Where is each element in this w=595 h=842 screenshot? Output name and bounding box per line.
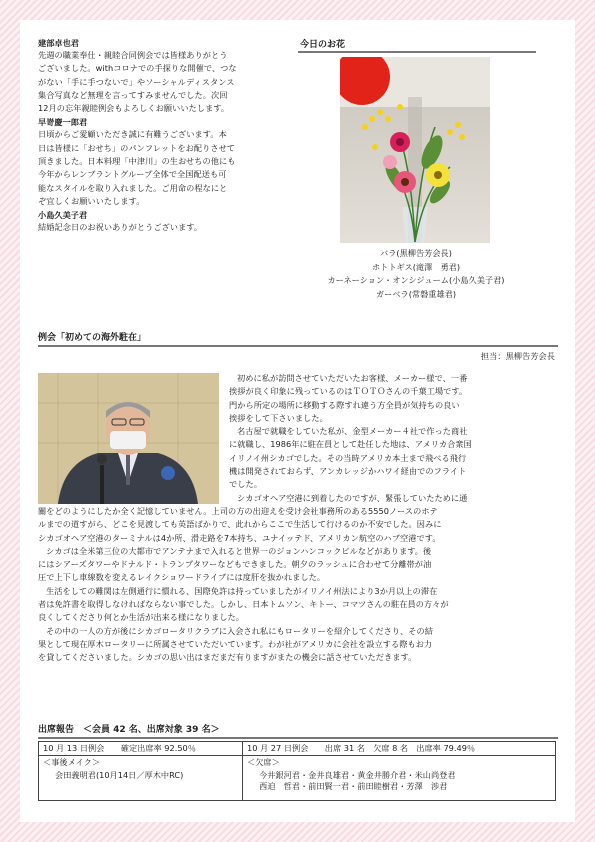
reikai-line: 關をどのようにしたか全く記憶していません。上司の方の出迎えを受け会社事務所のある5550ノースのホテ [38,506,438,516]
speaker-photo [38,373,219,504]
entry-text [38,49,288,115]
entry-line: 集合写真など無理を言ってすみませんでした。次回 [38,89,228,100]
entry-name: 早嵜慶一郎君 [38,117,88,128]
entry-line: ございました。withコロナでの手探りな開催で、つな [38,63,237,74]
reikai-heading: 例会「初めての海外駐在」 [38,333,147,343]
flower-captions [296,247,536,301]
absent-line: 西迫 哲君・前田賢一君・前田睦樹君・芳澤 渉君 [259,781,448,791]
attendance-body-row [39,756,556,801]
reikai-line: 機は開発されておらず、アンカレッジかハワイ経由でのフライト [229,466,467,477]
entry-line: ぞ宜しくお願いいたします。 [38,195,145,206]
entry-name: 建部卓也君 [38,38,79,48]
speaker-image [38,373,219,504]
entry-text [38,128,288,208]
entry-line: 12月の忘年親睦例会もよろしくお願いいたします。 [38,103,230,114]
entry-2 [38,116,288,208]
attendance-heading-rule [38,737,558,739]
entry-line: 日は皆様に「おせち」のパンフレットをお配りさせて [38,142,236,153]
attendance-header-row [39,742,556,756]
attendance-table [38,741,556,801]
flowers-heading-rule [298,51,536,53]
reikai-line: に就職し、1986年に駐在員として赴任した地は、アメリカ合衆国 [229,439,472,450]
reikai-wrap-text [229,372,559,505]
makeup-name: 会田義明君(10月14日／厚木中RC) [55,770,184,780]
entry-text [38,221,288,234]
flower-arrangement-image [340,57,490,243]
absent-label: ＜欠席＞ [247,757,280,767]
entry-1 [38,37,288,115]
reikai-line: 門から所定の場所に移動する際すれ違う方全員が気持ちの良い [229,399,460,410]
reikai-line: ルまでの道すがら、どこを見渡しても英語ばかりで、此れからここで生活して行けるのか不安でした。因みに [38,519,442,530]
entry-line: 能なスタイルを取り入れました。ご用命の程なにと [38,182,228,193]
reikai-line: シカゴは全米第三位の大都市でアンテナまで入れると世界一のジョンハンコックビルなどがあります。後 [46,545,432,556]
flower-caption: カーネーション・オンシジューム(小島久美子君) [327,275,505,285]
reikai-line: 初めに私が訪問させていただいたお客様、メーカー様で、一番 [237,373,468,383]
reikai-line: でした。 [229,479,262,490]
reikai-speaker: 担当：黒柳告芳会長 [480,351,555,361]
reikai-line: シカゴオヘア空港に到着したのですが、緊張していたために通 [237,492,468,503]
makeup-cell [39,756,243,801]
oct27-header: 10 月 27 日例会 出席 31 名 欠席 8 名 出席率 79.49％ [243,742,556,756]
reikai-line: 果として現在厚木ロータリーに所属させていただいています。わが社がアメリカに会社を設立する際もお力 [38,638,433,649]
reikai-line: 良くしてくださり何とか生活が出来る様になりました。 [38,612,244,623]
reikai-heading-rule [38,345,558,347]
reikai-line: シカゴオヘア空港のターミナルは4か所、滑走路を7本持ち、ユナイッテド、アメリカン航空のハブ空港です。 [38,532,441,543]
flower-caption: ホトトギス(滝澤 勇君) [371,261,461,272]
entry-line: 今年からレンブラントグループ全体で全国配送も可 [38,169,227,180]
reikai-line: 挨拶をして下さいました。 [229,412,328,423]
reikai-line: 者は免許書を取得しなければならない事でした。しかし、日本トムソン、キトー、コマツさんの駐在員の方々が [38,599,449,610]
reikai-line: その中の一人の方が後にシカゴロータリクラブに入会され私にもロータリーを紹介してくださり、その結 [46,625,433,636]
entry-line: 日頃からご愛顧いただき誠に有難うございます。本 [38,129,227,140]
flower-caption: ガーベラ(常磐重雄君) [375,288,457,299]
entry-line: がない「手に手つないで」やソーシャルディスタンス [38,76,235,87]
reikai-line: にはシアーズタワーやドナルド・トランプタワーなどもできました。朝夕のラッシュに合わせて分離帯が油 [38,559,432,570]
absent-cell [243,756,556,801]
reikai-line: イリノイ州シカゴでした。その当時アメリカ本土まで飛べる飛行 [229,452,467,463]
flower-caption: バラ(黒柳告芳会長) [380,248,452,258]
entry-3 [38,209,288,234]
oct13-header: 10 月 13 日例会 確定出席率 92.50％ [39,742,243,756]
reikai-line: 生活をしての難関は左側通行に慣れる、国際免許は持っていましたがイリノイ州法により3か月以上の滞在 [46,585,438,596]
entry-line: 先週の職業奉仕・親睦合同例会では皆様ありがとう [38,50,228,60]
reikai-line: 名古屋で就職をしていた私が、金型メーカー４社で作った商社 [237,426,468,437]
flowers-heading: 今日のお花 [300,40,346,50]
left-column [38,37,288,235]
entry-name: 小島久美子君 [38,210,88,221]
absent-line: 今井銀河君・金井良雄君・黄金井勝介君・米山尚登君 [259,770,456,780]
reikai-line: を貸してくださいました。シカゴの思い出はまだまだ有りますがまたの機会に話させていただきます。 [38,652,417,663]
reikai-full-text [38,505,558,665]
makeup-label: ＜事後メイク＞ [43,757,100,767]
entry-line: 結婚記念日のお祝いありがとうございます。 [38,222,203,233]
flower-photo [340,57,490,243]
reikai-line: 圧で上下し車線数を変えるレイクショワードライブには度肝を抜かれました。 [38,572,326,583]
entry-line: 頂きました。日本料理「中津川」の生おせちの他にも [38,156,236,167]
attendance-heading: 出席報告 ＜会員 42 名、出席対象 39 名＞ [38,725,220,735]
reikai-line: 挨拶が良く印象に残っているのはＴＯＴＯさんの千葉工場です。 [229,386,468,397]
